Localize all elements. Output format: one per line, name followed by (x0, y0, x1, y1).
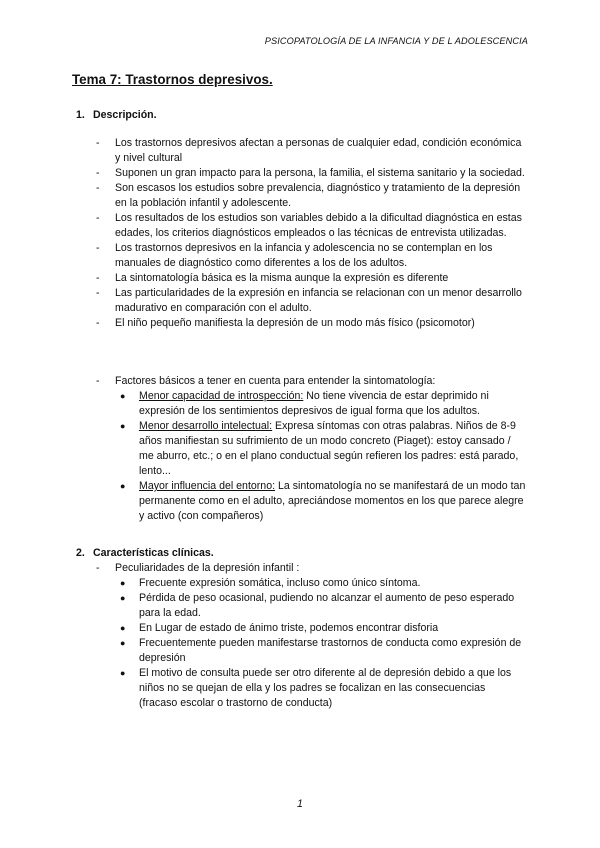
bullet-text: Frecuente expresión somática, incluso como único síntoma. (139, 577, 421, 589)
dash-marker: - (96, 287, 100, 299)
list-item (96, 374, 526, 524)
list-item-text: La sintomatología básica es la misma aunque la expresión es diferente (115, 272, 449, 284)
bullet-text: Pérdida de peso ocasional, pudiendo no alcanzar el aumento de peso esperado para la edad. (139, 592, 515, 619)
section-title: Características clínicas. (93, 547, 214, 559)
list-item (96, 286, 526, 316)
description-list (96, 136, 526, 331)
clinical-list (96, 561, 526, 711)
bullet-dot-icon: ● (120, 391, 126, 401)
bullet-item (115, 636, 526, 666)
dash-marker: - (96, 242, 100, 254)
bullet-item (115, 419, 526, 479)
dash-marker: - (96, 182, 100, 194)
list-item-text: Los resultados de los estudios son variables debido a la dificultad diagnóstica en estas edades, los criterios diagnósticos empleados o las técnicas de entrevista utilizadas. (115, 212, 522, 239)
dash-marker: - (96, 375, 100, 387)
factors-list (96, 374, 526, 524)
dash-marker: - (96, 167, 100, 179)
running-header: PSICOPATOLOGÍA DE LA INFANCIA Y DE L ADOLESCENCIA (264, 36, 528, 46)
list-item-text: Son escasos los estudios sobre prevalencia, diagnóstico y tratamiento de la depresión en la población infantil y adolescente. (115, 182, 521, 209)
bullet-item (115, 666, 526, 711)
section-heading-descripcion (76, 108, 157, 123)
list-item-text: Suponen un gran impacto para la persona, la familia, el sistema sanitario y la sociedad. (115, 167, 525, 179)
dash-marker: - (96, 317, 100, 329)
section-number: 1. (76, 109, 85, 121)
clinical-bullets (115, 576, 526, 711)
factor-text: Expresa síntomas con otras palabras. Niños de 8-9 años manifiestan su sufrimiento de un modo concreto (Piaget): estoy cansado / me aburro, etc.; o en el plano conductual según refieren los padres: está parado, lento... (139, 420, 519, 477)
section-number: 2. (76, 547, 85, 559)
list-item-text: El niño pequeño manifiesta la depresión de un modo más físico (psicomotor) (115, 317, 475, 329)
bullet-dot-icon: ● (120, 578, 126, 588)
factors-bullets (115, 389, 526, 524)
factor-label: Menor capacidad de introspección: (139, 390, 304, 402)
page-title: Tema 7: Trastornos depresivos. (72, 72, 273, 87)
dash-marker: - (96, 212, 100, 224)
bullet-dot-icon: ● (120, 623, 126, 633)
list-item-text: Las particularidades de la expresión en infancia se relacionan con un menor desarrollo madurativo en comparación con el adulto. (115, 287, 522, 314)
list-item (96, 211, 526, 241)
bullet-dot-icon: ● (120, 481, 126, 491)
factor-text: No tiene vivencia de estar deprimido ni expresión de los sentimientos depresivos de igual forma que los adultos. (139, 390, 489, 417)
dash-marker: - (96, 272, 100, 284)
list-item (96, 316, 526, 331)
page-number: 1 (297, 798, 303, 810)
bullet-dot-icon: ● (120, 421, 126, 431)
bullet-item (115, 621, 526, 636)
bullet-text: En Lugar de estado de ánimo triste, podemos encontrar disforia (139, 622, 439, 634)
bullet-dot-icon: ● (120, 668, 126, 678)
list-item (96, 166, 526, 181)
factor-text: La sintomatología no se manifestará de un modo tan permanente como en el adulto, apreciándose momentos en los que parece alegre y activo (con compañeros) (139, 480, 526, 522)
section-heading-caracteristicas (76, 546, 214, 561)
dash-marker: - (96, 137, 100, 149)
factors-intro: Factores básicos a tener en cuenta para entender la sintomatología: (115, 375, 436, 387)
bullet-dot-icon: ● (120, 638, 126, 648)
list-item-text: Los trastornos depresivos afectan a personas de cualquier edad, condición económica y nivel cultural (115, 137, 522, 164)
clinical-intro: Peculiaridades de la depresión infantil : (115, 562, 300, 574)
list-item (96, 181, 526, 211)
section-title: Descripción. (93, 109, 157, 121)
list-item (96, 136, 526, 166)
factor-label: Mayor influencia del entorno: (139, 480, 276, 492)
factor-label: Menor desarrollo intelectual: (139, 420, 273, 432)
bullet-item (115, 576, 526, 591)
bullet-dot-icon: ● (120, 593, 126, 603)
dash-marker: - (96, 562, 100, 574)
bullet-text: Frecuentemente pueden manifestarse trastornos de conducta como expresión de depresión (139, 637, 522, 664)
bullet-item (115, 591, 526, 621)
bullet-item (115, 479, 526, 524)
list-item (96, 561, 526, 711)
bullet-item (115, 389, 526, 419)
bullet-text: El motivo de consulta puede ser otro diferente al de depresión debido a que los niños no se quejan de ella y los padres se focalizan en las consecuencias (fracaso escolar o trastorno de conducta) (139, 667, 512, 709)
list-item (96, 241, 526, 271)
list-item (96, 271, 526, 286)
list-item-text: Los trastornos depresivos en la infancia y adolescencia no se contemplan en los manuales de diagnóstico como diferentes a los de los adultos. (115, 242, 493, 269)
